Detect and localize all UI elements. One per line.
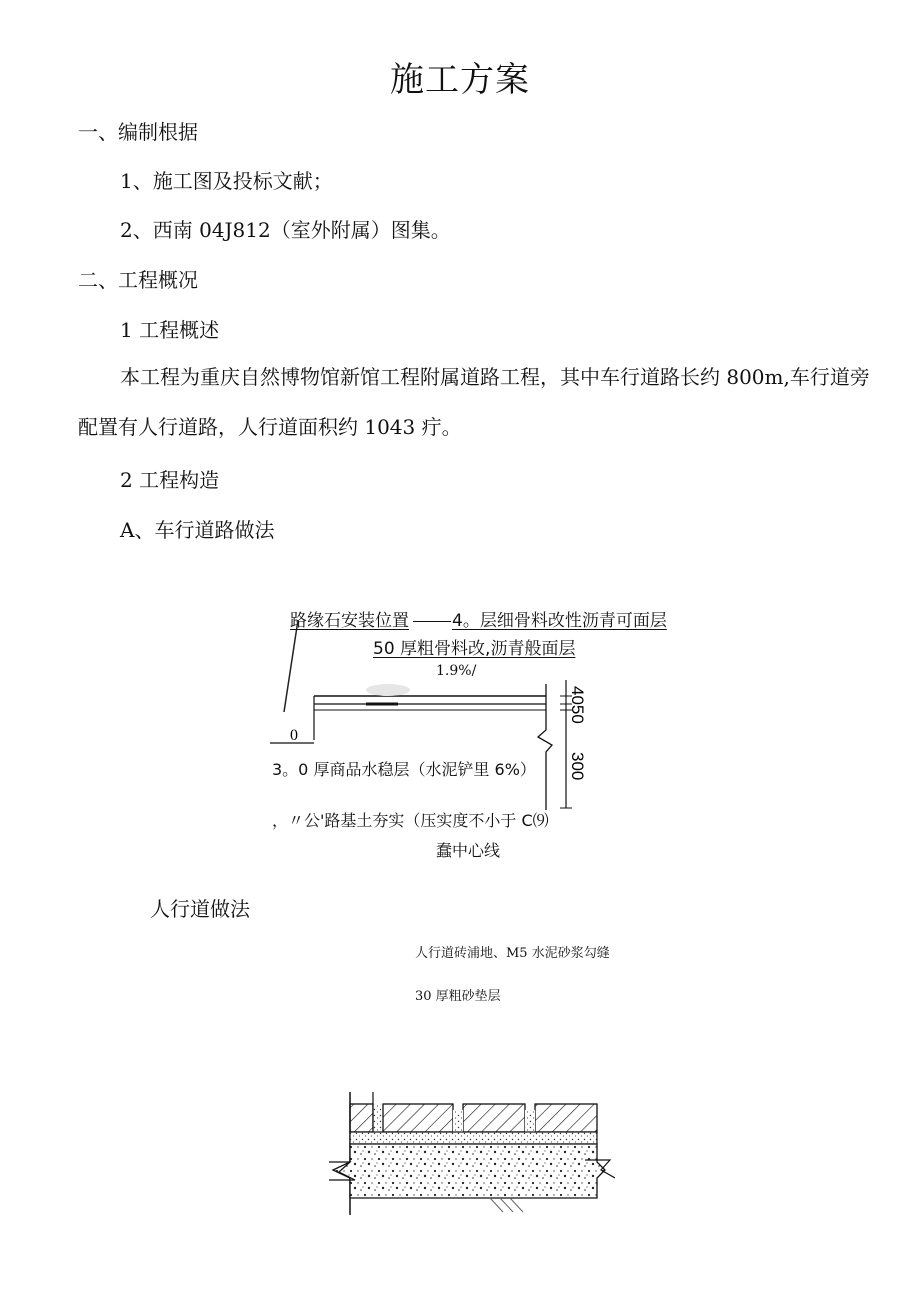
subheading-overview: 1 工程概述 [120, 318, 220, 342]
sidewalk-heading: 人行道做法 [150, 897, 250, 921]
road-method-heading: A、车行道路做法 [120, 518, 275, 542]
basis-item-2: 2、西南 04J812（室外附属）图集。 [120, 218, 451, 242]
label-subgrade: ，〃公'路基土夯实（压实度不小于 C⑼ [272, 811, 549, 830]
label-sidewalk-brick: 人行道砖浦地、M5 水泥砂浆勾缝 [415, 946, 610, 961]
curb-leader-line [413, 621, 451, 622]
sidewalk-section-diagram [325, 1090, 615, 1220]
label-middle-layer: 50 厚粗骨料改,沥青般面层 [373, 639, 576, 659]
overview-paragraph: 本工程为重庆自然博物馆新馆工程附属道路工程，其中车行道路长约 800m,车行道旁配置有人行道路，人行道面积约 1043 疔。 [78, 365, 870, 439]
zero-label: 0 [290, 727, 298, 744]
label-base-layer: 3。0 厚商品水稳层（水泥铲里 6%） [272, 760, 536, 779]
dim-300-label: 300 [568, 752, 587, 781]
label-surface-layer: 4。层细骨料改性沥青可面层 [452, 611, 667, 631]
label-centerline: 蠢中心线 [436, 841, 501, 860]
label-sand-cushion: 30 厚粗砂垫层 [415, 989, 501, 1004]
slope-label: 1.9%/ [436, 663, 477, 679]
section-heading-overview: 二、工程概况 [78, 268, 198, 292]
subheading-structure: 2 工程构造 [120, 468, 220, 492]
basis-item-1: 1、施工图及投标文献； [120, 169, 333, 193]
section-heading-basis: 一、编制根据 [78, 120, 198, 144]
page-title: 施工方案 [390, 60, 530, 100]
dim-4050-label: 4050 [568, 686, 587, 724]
label-curb-position: 路缘石安装位置 [290, 611, 409, 631]
